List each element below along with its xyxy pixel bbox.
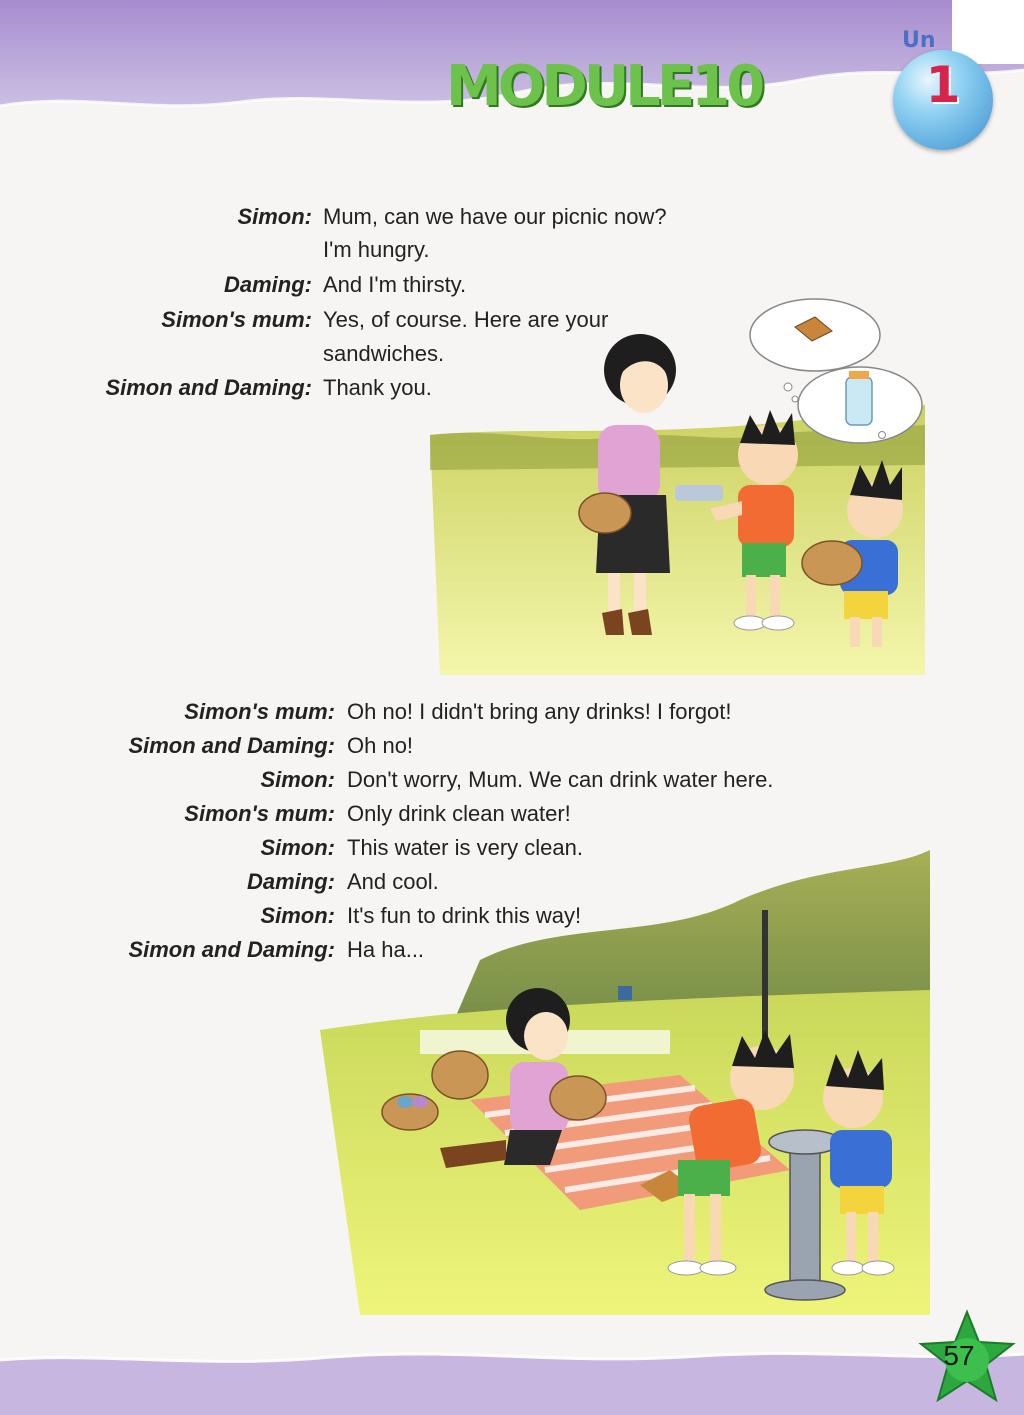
speaker-label: Simon's mum:: [161, 307, 312, 332]
unit-badge: [893, 50, 993, 150]
speaker-label: Simon and Daming:: [105, 375, 312, 400]
dialogue-line: Oh no! I didn't bring any drinks! I forgot!: [347, 699, 732, 724]
speaker-label: Simon's mum:: [184, 699, 335, 724]
dialogue-line: Ha ha...: [347, 937, 425, 962]
dialogue-line: It's fun to drink this way!: [347, 903, 582, 928]
dialogue-line: And cool.: [347, 869, 439, 894]
dialogue-line: Yes, of course. Here are your: [323, 307, 609, 332]
dialogue-line: Don't worry, Mum. We can drink water here.: [347, 767, 774, 792]
speaker-label: Simon and Daming:: [128, 937, 335, 962]
dialogue-line: I'm hungry.: [323, 237, 430, 262]
module-title: [446, 52, 886, 122]
page-number: 57: [943, 1340, 975, 1371]
speaker-label: Simon:: [260, 767, 335, 792]
dialogue-line: Thank you.: [323, 375, 432, 400]
unit-number: 1: [925, 56, 961, 114]
dialogue-line: sandwiches.: [323, 341, 445, 366]
speaker-label: Simon's mum:: [184, 801, 335, 826]
dialogue-line: Mum, can we have our picnic now?: [323, 204, 667, 229]
dialogue-line: And I'm thirsty.: [323, 272, 467, 297]
speaker-label: Simon:: [260, 903, 335, 928]
speaker-label: Simon:: [237, 204, 312, 229]
speaker-label: Simon:: [260, 835, 335, 860]
dialogue-line: Only drink clean water!: [347, 801, 571, 826]
speaker-label: Daming:: [224, 272, 312, 297]
dialogue-line: Oh no!: [347, 733, 414, 758]
speaker-label: Simon and Daming:: [128, 733, 335, 758]
module-title-text: MODULE10: [446, 54, 762, 119]
picnic-basket: [432, 1051, 488, 1099]
footer-wave-band: [0, 1330, 1024, 1415]
speaker-label: Daming:: [247, 869, 335, 894]
dialogue-line: This water is very clean.: [347, 835, 583, 860]
illustration-drinking-fountain: [300, 840, 930, 1315]
illustration-mum-giving-sandwiches: [420, 295, 930, 680]
unit-label: Un: [902, 28, 936, 53]
